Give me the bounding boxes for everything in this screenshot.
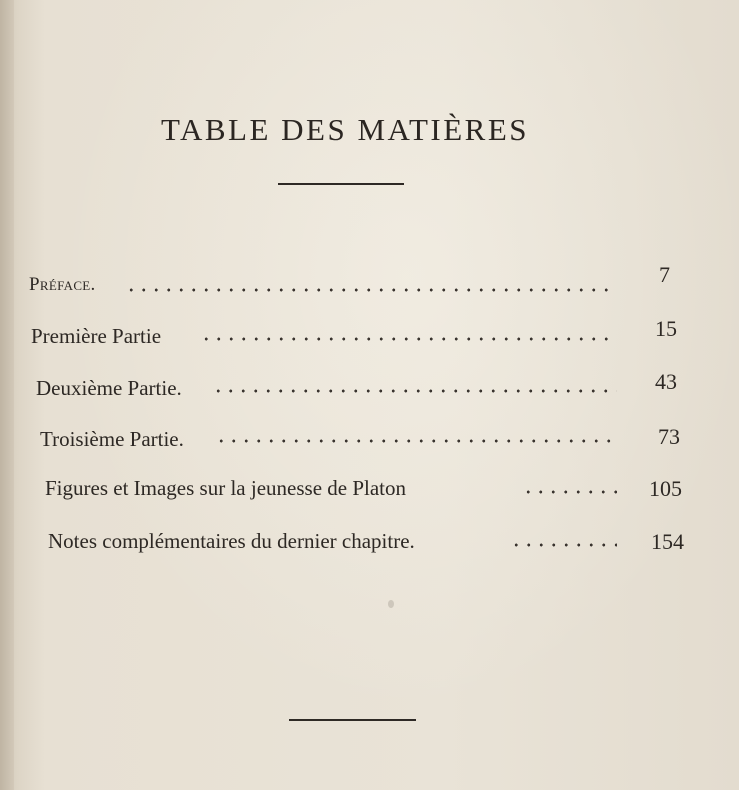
toc-leader-dots — [510, 543, 617, 547]
toc-entry-title: Préface. — [29, 274, 96, 295]
toc-entry-figures-et-images — [0, 474, 739, 508]
paper-smudge — [388, 600, 394, 608]
toc-entry-troisieme-partie — [0, 423, 739, 457]
bottom-rule — [289, 719, 416, 721]
toc-entry-title: Troisième Partie. — [40, 427, 184, 451]
toc-leader-dots — [125, 288, 615, 292]
toc-leader-dots — [215, 439, 618, 443]
toc-page-number: 7 — [659, 262, 670, 287]
toc-entry-notes-complementaires — [0, 527, 739, 561]
toc-leader-dots — [212, 389, 617, 393]
toc-entry-premiere-partie — [0, 316, 739, 354]
toc-page-number: 73 — [658, 424, 680, 449]
toc-leader-dots — [522, 490, 617, 494]
toc-page-number: 105 — [649, 476, 682, 501]
title-rule — [278, 183, 404, 185]
toc-entry-deuxieme-partie — [0, 369, 739, 406]
page-title: TABLE DES MATIÈRES — [160, 112, 530, 147]
toc-page-number: 15 — [655, 316, 677, 341]
toc-page-number: 154 — [651, 529, 684, 554]
toc-entry-title: Figures et Images sur la jeunesse de Platon — [45, 476, 406, 500]
toc-entry-title: Première Partie — [31, 324, 162, 348]
toc-entry-title: Notes complémentaires du dernier chapitre. — [48, 529, 415, 553]
toc-page-number: 43 — [655, 369, 677, 394]
toc-leader-dots — [200, 337, 615, 341]
toc-entry-preface — [0, 262, 739, 300]
toc-entry-title: Deuxième Partie. — [36, 376, 182, 400]
